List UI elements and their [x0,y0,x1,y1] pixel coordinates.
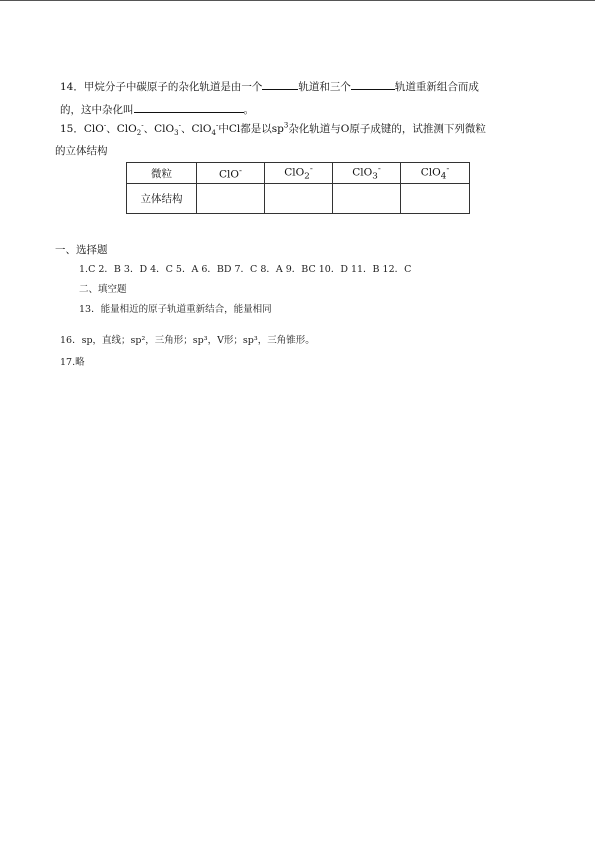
top-rule [0,0,595,1]
answer-17: 17.略 [60,357,85,368]
q15-sp3-exp: 3 [283,121,289,130]
cell-sup: - [309,164,313,175]
table-header-clo2 [265,163,333,184]
q15-clo: 15．ClO [60,123,104,135]
table-header-clo4 [401,163,470,184]
q15-clo-charge: - [103,121,107,130]
q15-line1 [60,122,486,136]
table-row-label: 立体结构 [127,184,197,214]
cell-sub: 4 [440,171,447,182]
q15-sub-3: 3 [174,129,179,138]
cell-sub: 2 [304,171,310,182]
q15-charge-3: - [178,121,181,130]
section-choice-title: 一、选择题 [55,244,108,256]
q14-blank-1[interactable] [262,78,298,90]
answer-16: 16．sp，直线；sp²，三角形；sp³，V形；sp³，三角锥形。 [60,335,315,346]
answer-cell-clo3[interactable] [333,184,401,214]
table-header-particle: 微粒 [127,163,197,184]
table-header-clo [197,163,265,184]
q15-clo2: 、ClO [106,123,137,135]
answer-13: 13．能量相近的原子轨道重新结合，能量相同 [79,304,272,315]
q15-line2: 的立体结构 [55,145,108,157]
q15-sub-4: 4 [211,129,216,138]
q14-text-a: 14．甲烷分子中碳原子的杂化轨道是由一个 [60,81,263,93]
table-header-clo3 [333,163,401,184]
q14-text-c: 轨道重新组合而成 [394,81,479,93]
cell-text: ClO [352,166,373,179]
table-row-header [127,163,470,184]
cell-sup: - [446,164,450,175]
answer-cell-clo[interactable] [197,184,265,214]
q15-end-text: 杂化轨道与O原子成键的，试推测下列微粒 [288,123,486,135]
cell-sup: - [239,165,242,176]
table-row-structure [127,184,470,214]
q15-clo4: 、ClO [180,123,212,135]
answer-cell-clo2[interactable] [265,184,333,214]
q15-clo3: 、ClO [143,123,175,135]
structure-table [126,162,470,214]
cell-sup: - [377,164,381,175]
choice-answers: 1.C 2．B 3．D 4．C 5．A 6．BD 7．C 8．A 9．BC 10．D 11．B 12．C [79,264,412,275]
q14-text-e: 。 [243,104,254,116]
q14-blank-3[interactable] [134,101,244,113]
cell-text: ClO [420,166,441,179]
section-fill-title: 二、填空题 [79,284,127,295]
q14-text-d: 的，这中杂化叫 [60,104,134,116]
answer-cell-clo4[interactable] [401,184,470,214]
q14-line1 [60,78,479,94]
q15-charge-2: - [141,121,144,130]
q15-charge-4: - [215,121,219,130]
q14-line2 [60,101,254,117]
cell-sub: 3 [372,171,378,182]
q15-mid-text: 中Cl都是以sp [218,123,284,135]
q14-blank-2[interactable] [351,78,395,90]
q14-text-b: 轨道和三个 [298,81,351,93]
cell-text: ClO [219,168,240,181]
q15-sub-2: 2 [136,129,142,138]
cell-text: ClO [284,166,305,179]
